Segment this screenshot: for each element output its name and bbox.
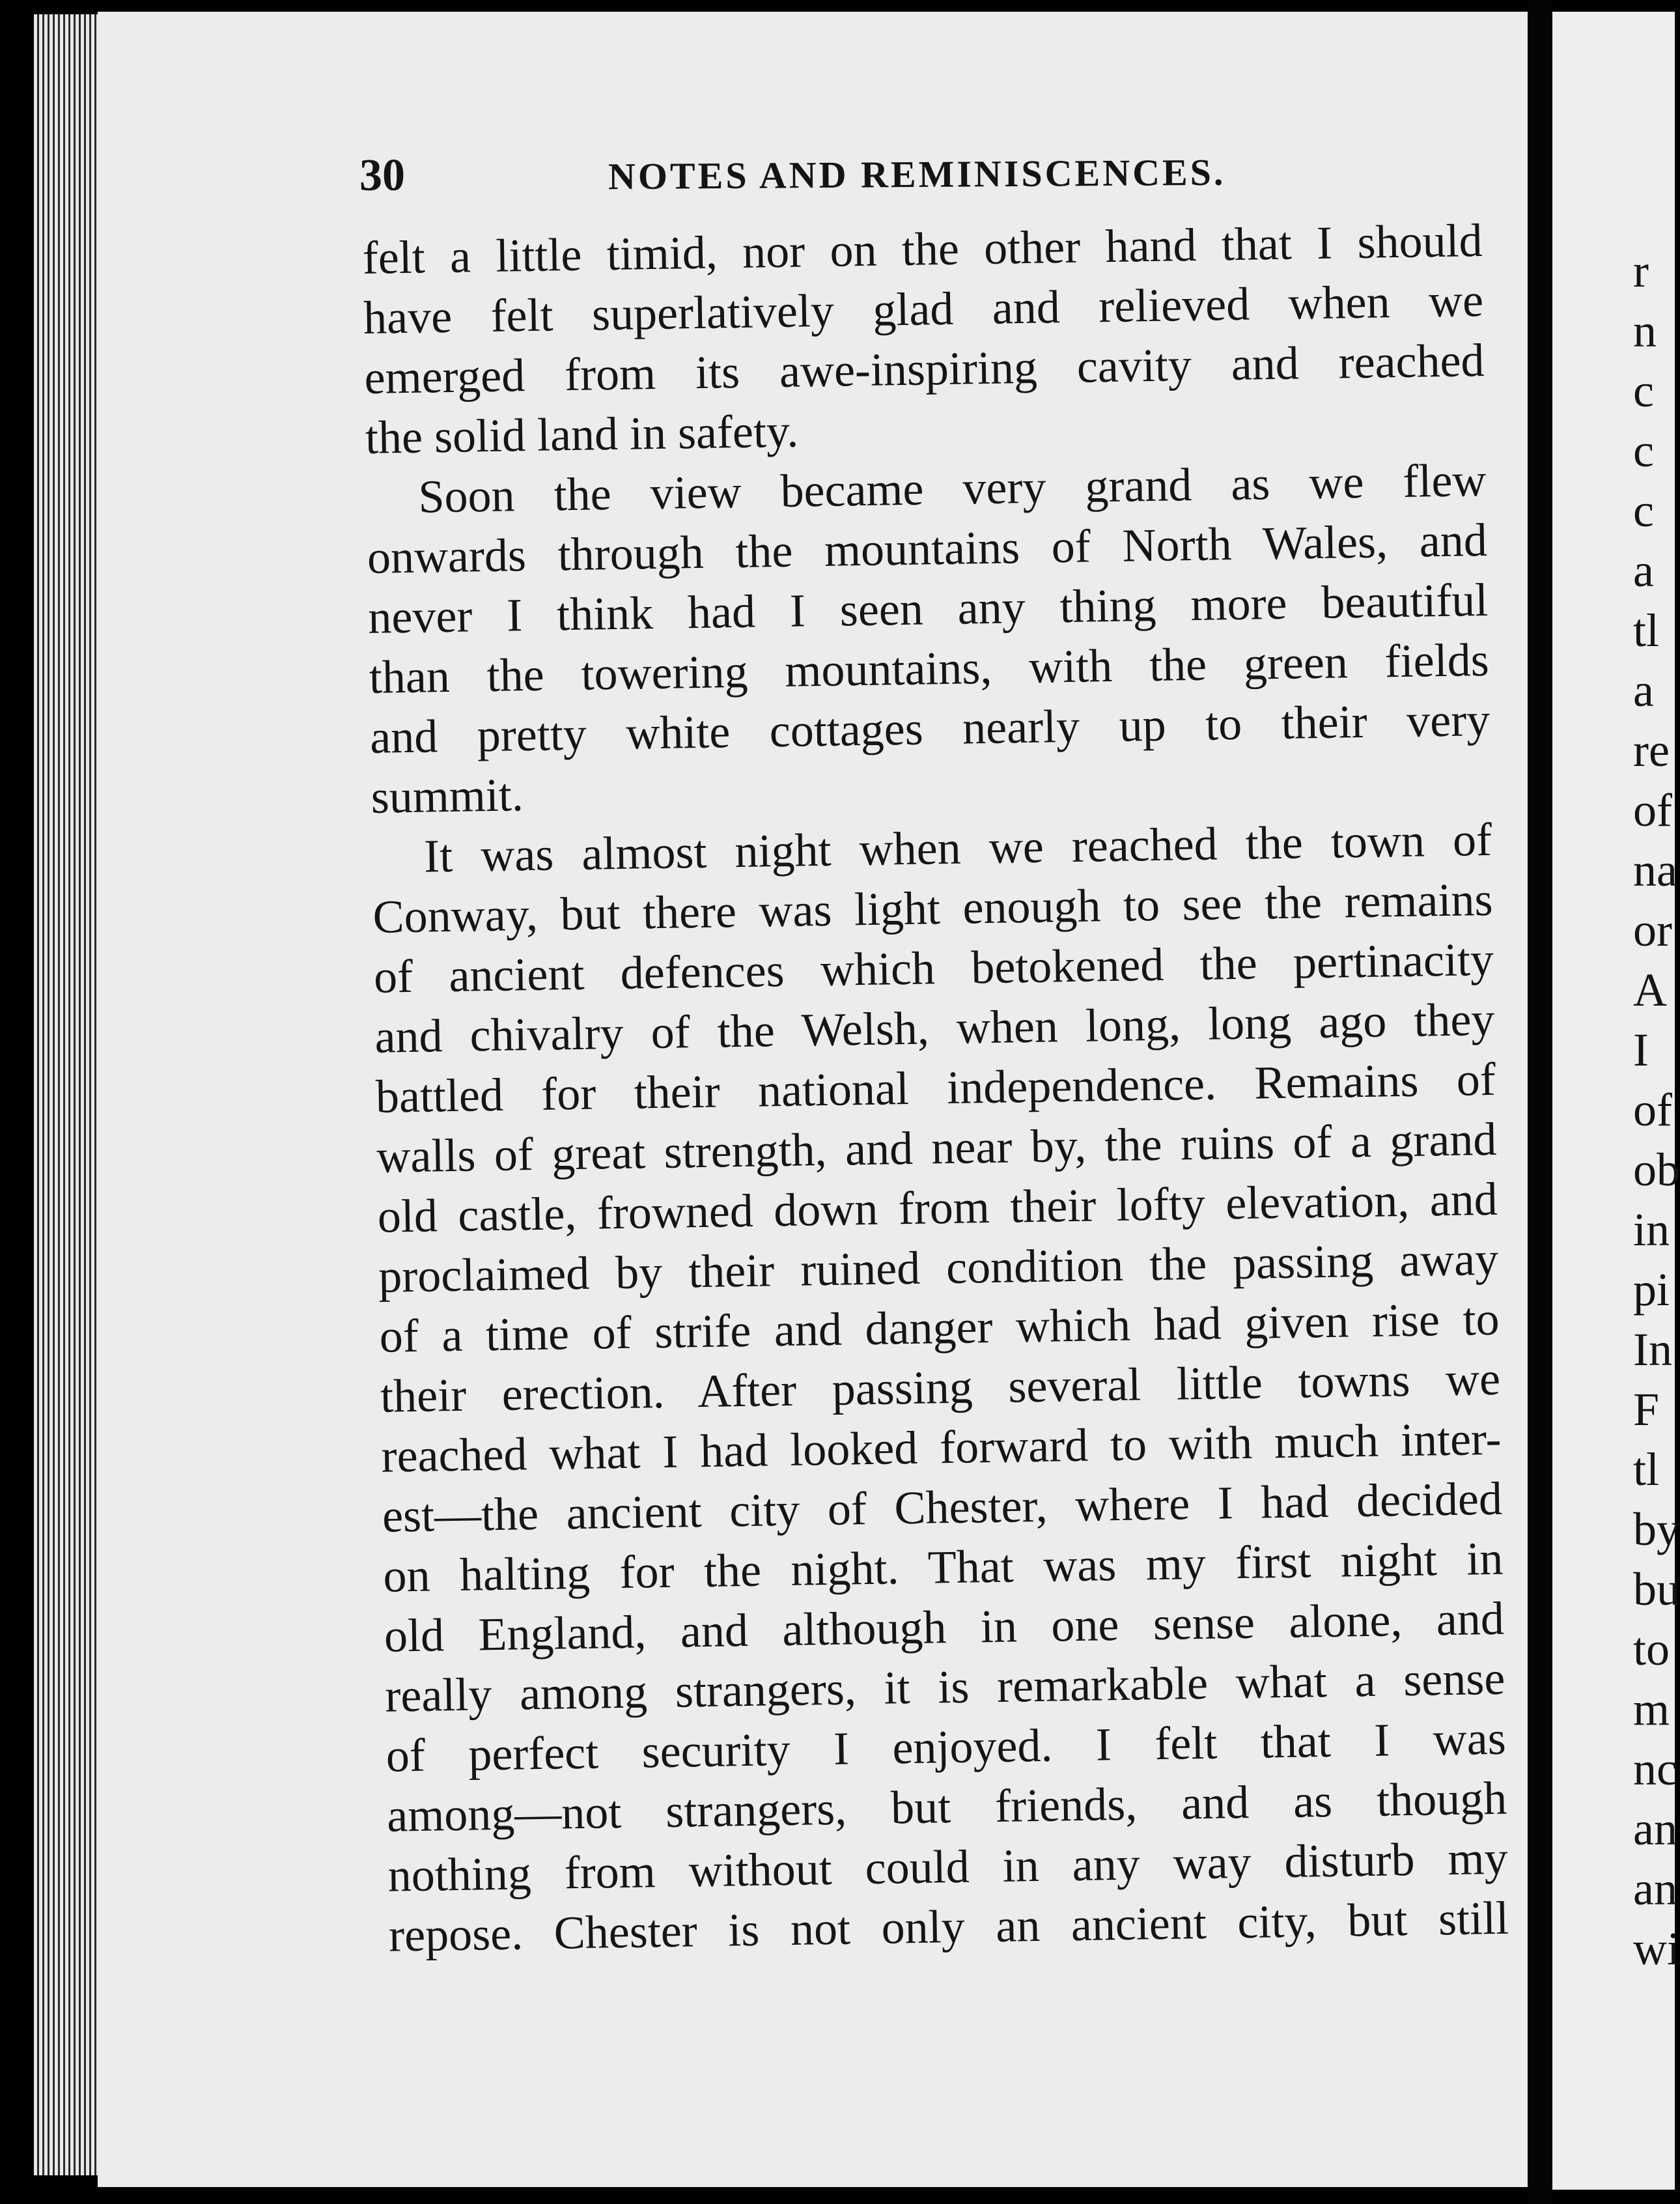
text-line: battled for their national independence. Remains of <box>375 1053 1496 1123</box>
next-page-fragment: by <box>1633 1503 1680 1555</box>
paragraph-start-line: It was almost night when we reached the town of <box>423 813 1492 883</box>
next-page-fragment: a <box>1633 544 1654 597</box>
next-page-fragment: A <box>1633 964 1667 1016</box>
next-page-fragment: re <box>1633 724 1670 776</box>
text-line: onwards through the mountains of North Wales, and <box>367 513 1488 584</box>
text-line: and pretty white cottages nearly up to their very <box>369 693 1491 763</box>
text-line: of ancient defences which betokened the pertinacity <box>373 933 1494 1003</box>
text-line: proclaimed by their ruined condition the passing away <box>378 1232 1499 1303</box>
text-line: est—the ancient city of Chester, where I had decided <box>382 1472 1503 1542</box>
next-page-fragment: n <box>1633 305 1657 357</box>
next-page-fragment: of <box>1633 1084 1672 1136</box>
paragraph-start-line: Soon the view became very grand as we flew <box>417 453 1487 523</box>
text-line: and chivalry of the Welsh, when long, long ago they <box>374 993 1495 1063</box>
next-page-fragment: m <box>1633 1683 1670 1735</box>
text-line: really among strangers, it is remarkable what a sense <box>384 1652 1505 1722</box>
text-line: summit. <box>371 769 524 823</box>
text-line: the solid land in safety. <box>365 404 799 464</box>
next-page-fragment: F <box>1633 1383 1660 1435</box>
text-line: old England, and although in one sense alone, and <box>384 1592 1505 1662</box>
text-line: walls of great strength, and near by, the ruins of a grand <box>376 1112 1497 1183</box>
next-page-fragment: tl <box>1633 604 1660 657</box>
next-page-fragment: In <box>1633 1323 1672 1376</box>
next-page-fragment: ob <box>1633 1144 1680 1196</box>
text-line: felt a little timid, nor on the other hand that I should <box>362 214 1483 284</box>
next-page-fragment: tl <box>1633 1443 1660 1495</box>
text-line: reached what I had looked forward to with much inter- <box>380 1412 1502 1482</box>
next-page-fragment: I <box>1633 1024 1649 1076</box>
next-page-fragment: a <box>1633 664 1654 716</box>
running-title: NOTES AND REMINISCENCES. <box>608 150 1226 198</box>
next-page-fragment: an <box>1633 1803 1677 1855</box>
next-page-fragment: c <box>1633 365 1654 417</box>
text-line: on halting for the night. That was my first night in <box>382 1532 1504 1602</box>
next-page-fragment: pi <box>1633 1264 1670 1316</box>
running-head <box>358 144 1375 210</box>
next-page-fragment: na <box>1633 844 1677 896</box>
text-line: their erection. After passing several little towns we <box>380 1352 1501 1422</box>
next-page-fragment: an <box>1633 1863 1677 1915</box>
next-page-fragment: r <box>1633 245 1649 297</box>
text-line: never I think had I seen any thing more beautiful <box>367 573 1489 643</box>
next-page-fragment: bu <box>1633 1563 1680 1615</box>
text-line: repose. Chester is not only an ancient city, but still <box>388 1891 1509 1962</box>
next-page-fragment: nc <box>1633 1743 1677 1795</box>
text-line: emerged from its awe-inspiring cavity and reached <box>363 333 1485 404</box>
next-page-fragment: in <box>1633 1204 1670 1256</box>
next-page-text-fragments <box>1633 241 1680 1979</box>
text-line: among—not strangers, but friends, and as though <box>386 1772 1507 1842</box>
text-line: than the towering mountains, with the green fields <box>369 633 1490 703</box>
text-line: of perfect security I enjoyed. I felt that I was <box>385 1712 1507 1782</box>
text-line: nothing from without could in any way disturb my <box>387 1831 1509 1902</box>
text-line: have felt superlatively glad and relieved when we <box>363 274 1484 344</box>
text-line: Conway, but there was light enough to see the remains <box>372 873 1494 943</box>
next-page-fragment: to <box>1633 1623 1670 1675</box>
next-page-fragment: c <box>1633 425 1654 477</box>
next-page-fragment: of <box>1633 784 1672 836</box>
text-line: of a time of strife and danger which had given rise to <box>379 1292 1500 1363</box>
text-line: old castle, frowned down from their lofty elevation, and <box>377 1172 1498 1243</box>
book-gutter <box>1528 0 1552 2204</box>
body-text <box>362 210 1509 1966</box>
next-page-fragment: or <box>1633 904 1672 956</box>
page-edge-stack <box>34 14 105 2175</box>
next-page-fragment: c <box>1633 485 1654 537</box>
page-number: 30 <box>359 150 405 201</box>
next-page-fragment: wi <box>1633 1923 1680 1975</box>
